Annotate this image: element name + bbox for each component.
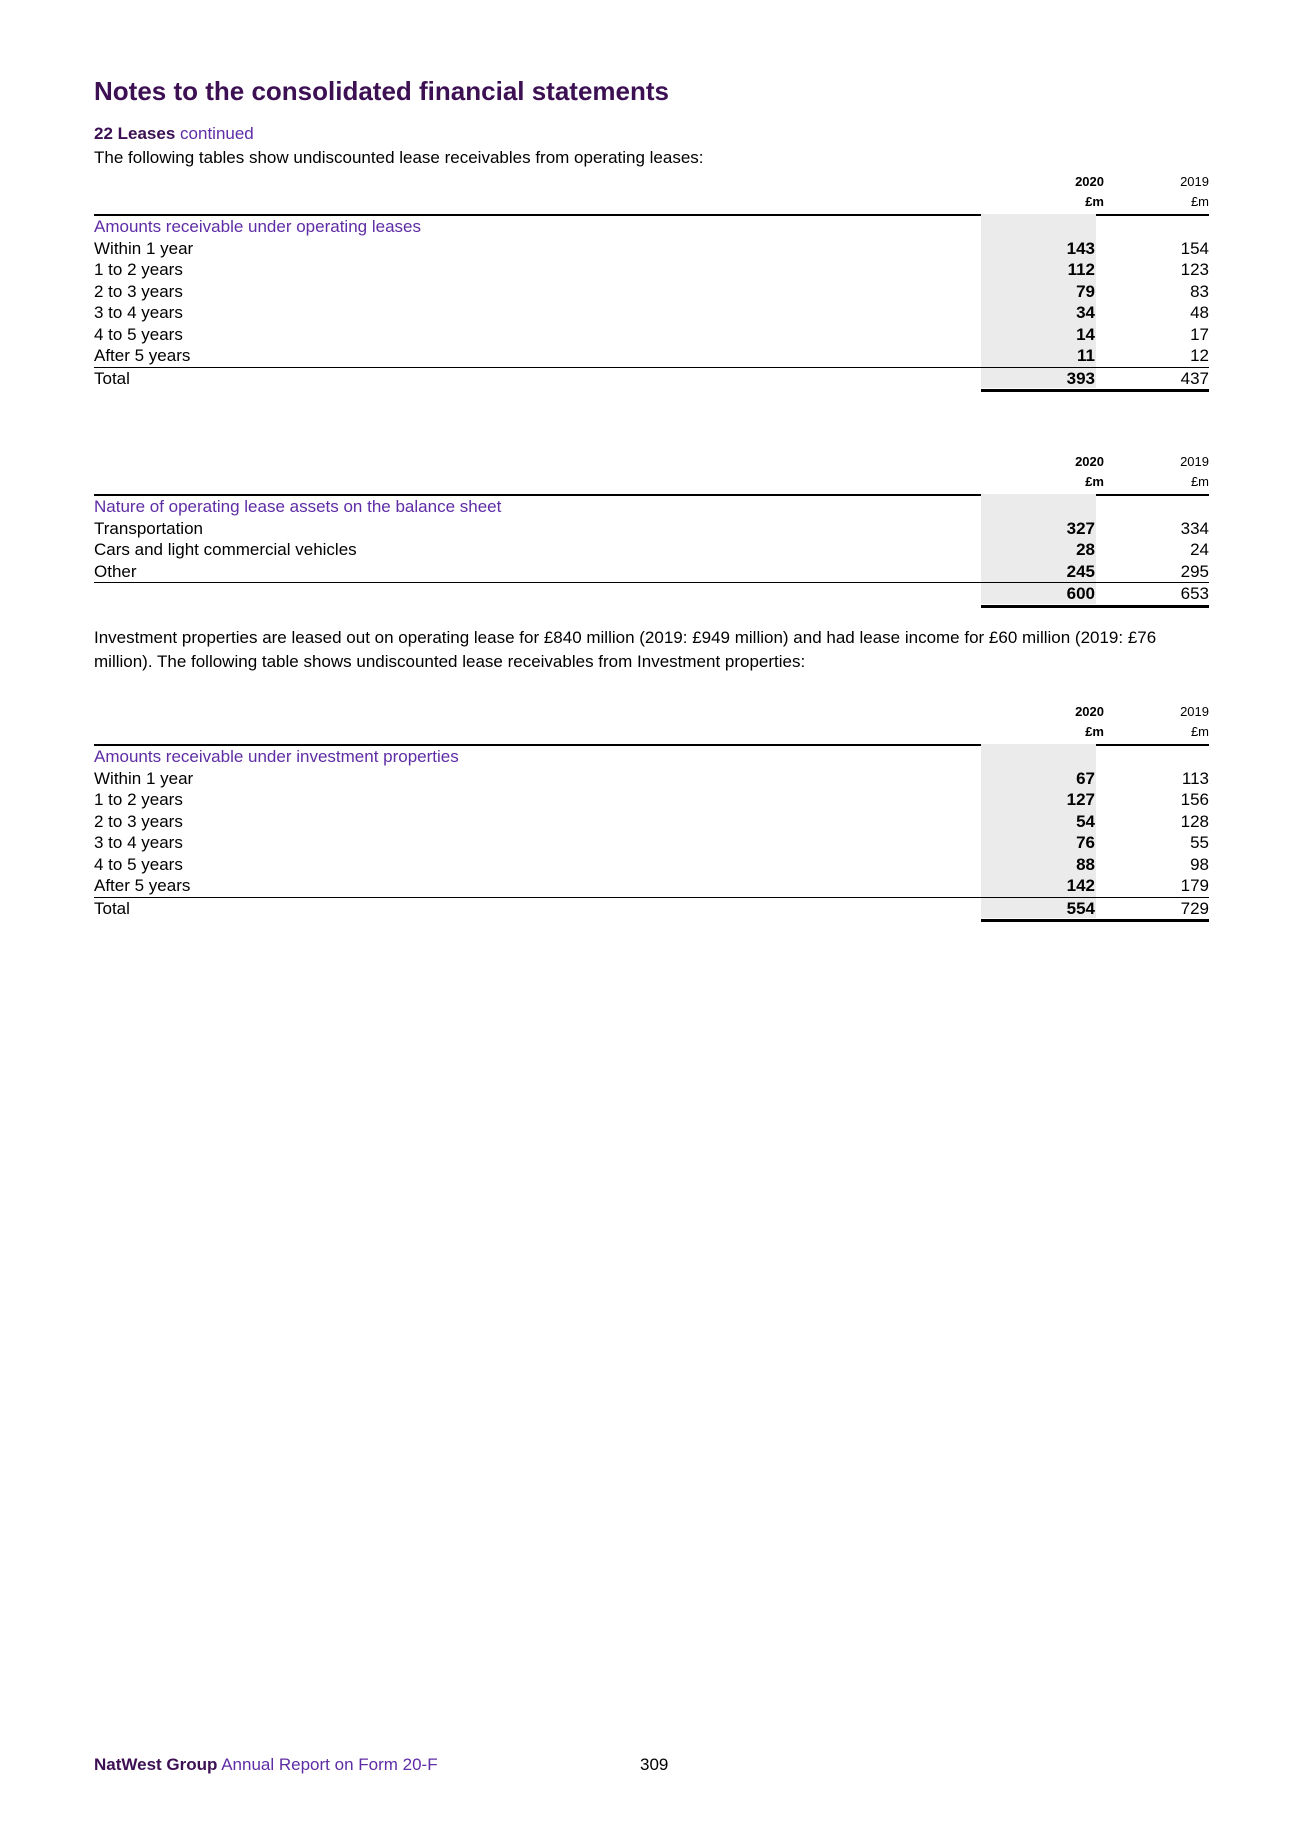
- row-label: 1 to 2 years: [94, 260, 183, 279]
- value-2020: 142: [1066, 876, 1095, 895]
- table-row: [94, 539, 1209, 561]
- unit-2020: £m: [1085, 194, 1104, 209]
- table-row: [94, 345, 1209, 368]
- value-2019: 334: [1180, 518, 1209, 538]
- row-label: 2 to 3 years: [94, 281, 183, 301]
- value-2019: 24: [1190, 540, 1209, 559]
- total-row: [94, 898, 1209, 920]
- value-2019: 295: [1180, 561, 1209, 581]
- table-row: [94, 561, 1209, 584]
- unit-header-row: [94, 194, 1209, 214]
- footer-report-name: Annual Report on Form 20-F: [221, 1755, 438, 1774]
- col-2020: 2020: [1075, 174, 1104, 189]
- value-2019: 12: [1190, 346, 1209, 365]
- col-2019: 2019: [1180, 704, 1209, 719]
- unit-2020: £m: [1085, 474, 1104, 489]
- table-row: [94, 768, 1209, 790]
- value-2019: 154: [1180, 238, 1209, 258]
- value-2019: 123: [1180, 260, 1209, 279]
- investment-properties-paragraph: Investment properties are leased out on operating lease for £840 million (2019: £949 million) and had lease income for £60 million (2019: £76 million). The following table shows undiscounted lease receivables from Investment properties:: [94, 628, 1157, 671]
- section-continued: continued: [180, 124, 254, 143]
- value-2019: 179: [1180, 876, 1209, 895]
- footer: [94, 1755, 438, 1775]
- row-label: After 5 years: [94, 346, 191, 365]
- table-row: [94, 281, 1209, 303]
- row-label: Within 1 year: [94, 768, 194, 788]
- value-2020: 54: [1076, 811, 1095, 831]
- row-label: 2 to 3 years: [94, 811, 183, 831]
- unit-header-row: [94, 724, 1209, 744]
- page-number: 309: [640, 1755, 669, 1774]
- table-row: [94, 302, 1209, 324]
- value-2020: 393: [1066, 368, 1095, 388]
- row-label: Amounts receivable under operating leases: [94, 217, 421, 236]
- table-row: [94, 518, 1209, 540]
- row-label: After 5 years: [94, 876, 191, 895]
- unit-2019: £m: [1190, 474, 1209, 489]
- row-label: 4 to 5 years: [94, 324, 183, 344]
- row-label: Total: [94, 368, 130, 388]
- operating-lease-receivables-table: [94, 174, 1209, 389]
- year-header-row: [94, 174, 1209, 194]
- section-heading: [94, 124, 254, 144]
- value-2020: 79: [1076, 281, 1095, 301]
- value-2019: 729: [1180, 898, 1209, 918]
- value-2020: 245: [1066, 561, 1095, 581]
- value-2020: 554: [1066, 898, 1095, 918]
- unit-2019: £m: [1190, 194, 1209, 209]
- table-subheading: [94, 496, 1209, 518]
- col-2019: 2019: [1180, 174, 1209, 189]
- row-label: 1 to 2 years: [94, 790, 183, 809]
- row-label: 3 to 4 years: [94, 833, 183, 852]
- table-row: [94, 259, 1209, 281]
- value-2020: 76: [1076, 833, 1095, 852]
- value-2019: 83: [1190, 281, 1209, 301]
- footer-brand: NatWest Group: [94, 1755, 218, 1774]
- value-2019: 128: [1180, 811, 1209, 831]
- page-title: Notes to the consolidated financial statements: [94, 76, 669, 106]
- value-2019: 156: [1180, 790, 1209, 809]
- col-2020: 2020: [1075, 704, 1104, 719]
- operating-lease-assets-table: [94, 454, 1209, 605]
- total-double-rule: [981, 919, 1209, 922]
- row-label: Amounts receivable under investment properties: [94, 747, 459, 766]
- value-2019: 653: [1180, 584, 1209, 603]
- total-row: [94, 368, 1209, 390]
- table-row: [94, 811, 1209, 833]
- table-row: [94, 238, 1209, 260]
- value-2019: 55: [1190, 833, 1209, 852]
- value-2020: 34: [1076, 303, 1095, 322]
- value-2020: 11: [1077, 346, 1095, 365]
- value-2019: 437: [1180, 368, 1209, 388]
- value-2020: 127: [1066, 790, 1095, 809]
- table-subheading: [94, 746, 1209, 768]
- value-2020: 88: [1076, 854, 1095, 874]
- table-row: [94, 789, 1209, 811]
- section-number: 22 Leases: [94, 124, 176, 143]
- intro-text: The following tables show undiscounted lease receivables from operating leases:: [94, 148, 704, 167]
- total-rule: [981, 605, 1209, 608]
- value-2020: 28: [1076, 540, 1095, 559]
- table-row: [94, 324, 1209, 346]
- row-label: Transportation: [94, 518, 203, 538]
- value-2020: 143: [1066, 238, 1095, 258]
- value-2020: 327: [1066, 518, 1095, 538]
- table-row: [94, 875, 1209, 898]
- value-2020: 600: [1066, 584, 1095, 603]
- value-2020: 14: [1076, 324, 1095, 344]
- value-2019: 17: [1190, 324, 1209, 344]
- value-2020: 112: [1067, 260, 1095, 279]
- row-label: Within 1 year: [94, 238, 194, 258]
- value-2019: 113: [1181, 768, 1209, 788]
- unit-2020: £m: [1085, 724, 1104, 739]
- row-label: Total: [94, 898, 130, 918]
- table-row: [94, 832, 1209, 854]
- unit-2019: £m: [1190, 724, 1209, 739]
- row-label: 3 to 4 years: [94, 303, 183, 322]
- row-label: Other: [94, 561, 137, 581]
- row-label: Nature of operating lease assets on the balance sheet: [94, 497, 502, 516]
- table-row: [94, 854, 1209, 876]
- value-2019: 98: [1190, 854, 1209, 874]
- year-header-row: [94, 454, 1209, 474]
- col-2019: 2019: [1180, 454, 1209, 469]
- value-2020: 67: [1076, 768, 1095, 788]
- investment-property-receivables-table: [94, 704, 1209, 919]
- row-label: Cars and light commercial vehicles: [94, 540, 357, 559]
- table-subheading: [94, 216, 1209, 238]
- total-row: [94, 583, 1209, 605]
- row-label: 4 to 5 years: [94, 854, 183, 874]
- total-double-rule: [981, 389, 1209, 392]
- value-2019: 48: [1190, 303, 1209, 322]
- col-2020: 2020: [1075, 454, 1104, 469]
- unit-header-row: [94, 474, 1209, 494]
- year-header-row: [94, 704, 1209, 724]
